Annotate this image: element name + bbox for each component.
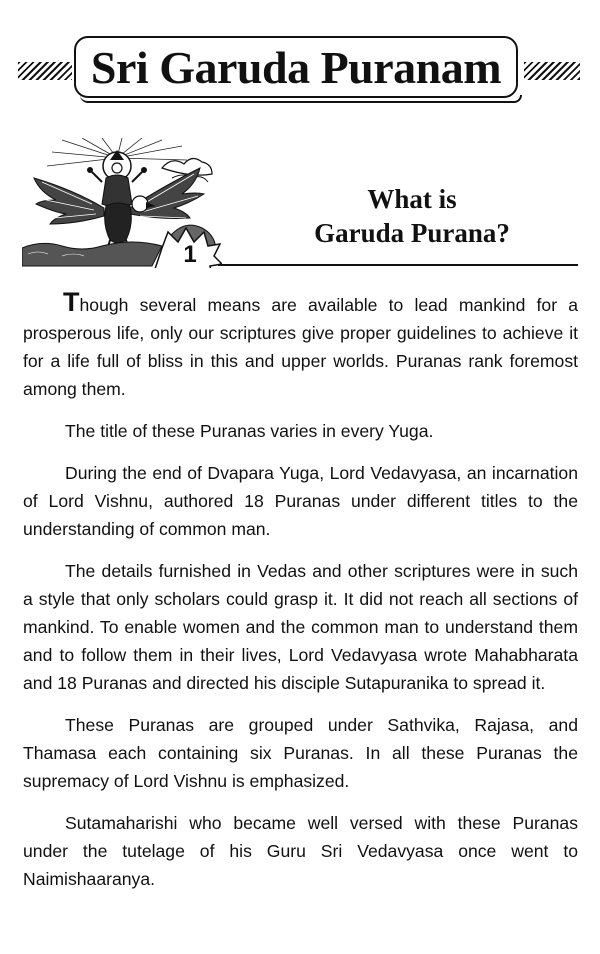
body-text <box>23 288 578 907</box>
chapter-heading-line1: What is <box>367 184 457 214</box>
chapter-number: 1 <box>183 241 197 268</box>
page-header <box>0 30 600 110</box>
chapter-heading-line2: Garuda Purana? <box>314 218 510 248</box>
paragraph <box>23 288 578 403</box>
paragraph: The details furnished in Vedas and other scriptures were in such a style that only scholars could grasp it. It did not reach all sections of mankind. To enable women and the common man to understand them and to follow them in their lives, Lord Vedavyasa wrote Mahabharata and 18 Puranas and directed his disciple Sutapuranika to spread it. <box>23 561 578 693</box>
paragraph: During the end of Dvapara Yuga, Lord Vedavyasa, an incarnation of Lord Vishnu, authored 18 Puranas under different titles to the understanding of common man. <box>23 463 578 539</box>
garuda-illustration <box>22 138 222 268</box>
paragraph: The title of these Puranas varies in every Yuga. <box>65 421 434 441</box>
header-hatch-right <box>524 62 580 80</box>
chapter-rule <box>218 264 578 266</box>
paragraph: Sutamaharishi who became well versed with these Puranas under the tutelage of his Guru Sri Vedavyasa once went to Naimishaaranya. <box>23 813 578 889</box>
chapter-heading <box>252 182 572 250</box>
book-title: Sri Garuda Puranam <box>90 41 502 93</box>
header-hatch-left <box>18 62 72 80</box>
title-frame <box>74 36 518 98</box>
drop-cap: T <box>63 287 80 317</box>
chapter-header <box>22 138 578 270</box>
paragraph-text: hough several means are available to lead mankind for a prosperous life, only our scriptures give proper guidelines to achieve it for a life full of bliss in this and upper worlds. Puranas rank foremost among them. <box>23 295 578 399</box>
paragraph: These Puranas are grouped under Sathvika, Rajasa, and Thamasa each containing six Puranas. In all these Puranas the supremacy of Lord Vishnu is emphasized. <box>23 715 578 791</box>
